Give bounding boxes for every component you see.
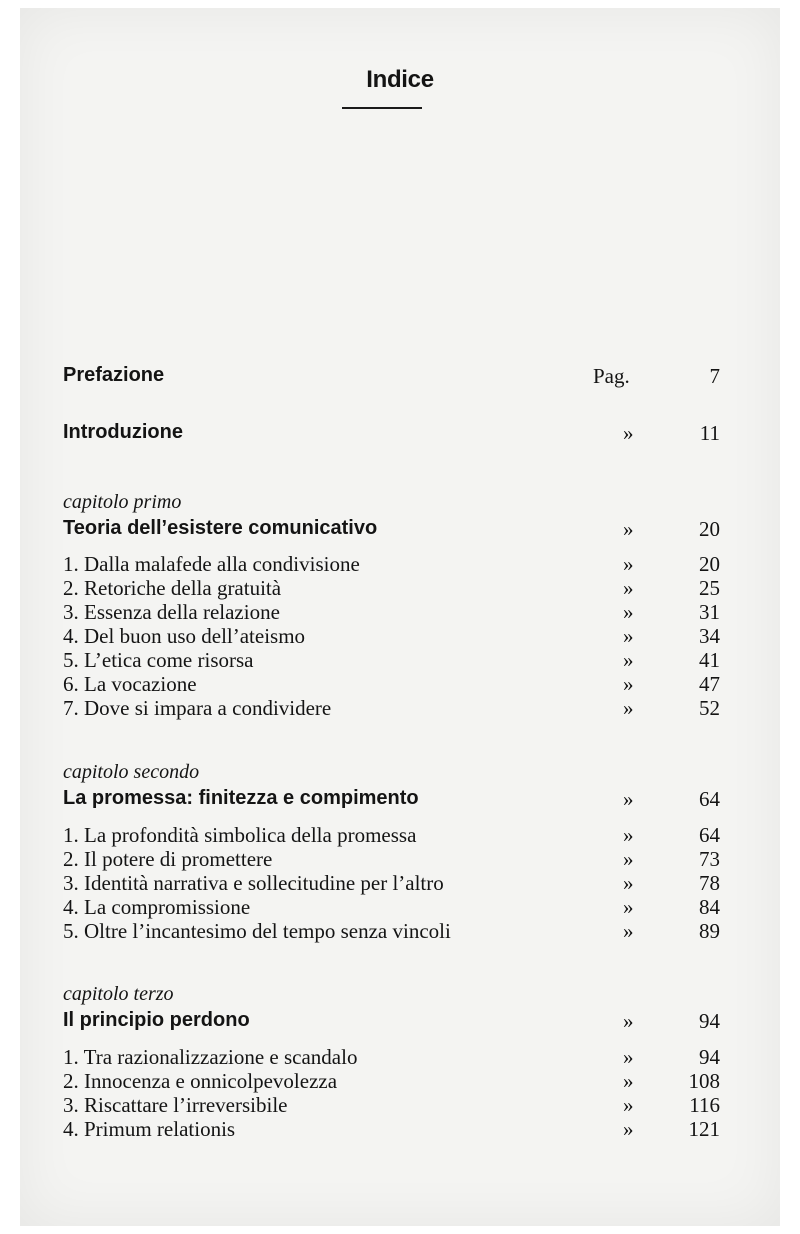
toc-entry-label: 3. Riscattare l’irreversibile — [63, 1093, 288, 1117]
toc-page-number: 20 — [699, 552, 720, 576]
page-title: Indice — [366, 66, 434, 93]
toc-chapter-heading[interactable] — [63, 517, 720, 543]
toc-entry-label: 3. Identità narrativa e sollecitudine per l’altro — [63, 871, 444, 895]
toc-section-entry[interactable] — [63, 1069, 720, 1095]
chapter-title: La promessa: finitezza e compimento — [63, 787, 419, 809]
toc-section-entry[interactable] — [63, 847, 720, 873]
toc-page-marker: » — [623, 1045, 634, 1069]
toc-page-number: 89 — [699, 919, 720, 943]
toc-page-marker: » — [623, 696, 634, 720]
toc-page-number: 11 — [699, 421, 720, 445]
toc-entry-label: Prefazione — [63, 364, 165, 386]
toc-page-number: 94 — [699, 1009, 720, 1033]
toc-section-entry[interactable] — [63, 600, 720, 626]
toc-page-number: 73 — [699, 847, 720, 871]
toc-page-number: 7 — [709, 364, 720, 388]
toc-page-number: 64 — [699, 823, 720, 847]
toc-entry-label: 2. Innocenza e onnicolpevolezza — [63, 1069, 338, 1093]
toc-section-entry[interactable] — [63, 871, 720, 897]
toc-section-entry[interactable] — [63, 552, 720, 578]
toc-entry-label: 5. Oltre l’incantesimo del tempo senza vincoli — [63, 919, 451, 943]
toc-page-marker: » — [623, 787, 634, 811]
toc-entry-prefazione[interactable] — [63, 364, 720, 390]
toc-page-marker: » — [623, 1069, 634, 1093]
toc-entry-label: 1. Dalla malafede alla condivisione — [63, 552, 360, 576]
toc-page-marker: » — [623, 600, 634, 624]
toc-page-number: 41 — [699, 648, 720, 672]
toc-page-number: 121 — [688, 1117, 720, 1141]
toc-page-number: 52 — [699, 696, 720, 720]
toc-page-marker: » — [623, 576, 634, 600]
toc-page-marker: » — [623, 823, 634, 847]
toc-page-marker: » — [623, 672, 634, 696]
toc-page-marker: » — [623, 895, 634, 919]
toc-chapter-heading[interactable] — [63, 787, 720, 813]
toc-page-number: 94 — [699, 1045, 720, 1069]
chapter-label: capitolo terzo — [63, 983, 174, 1005]
toc-section-entry[interactable] — [63, 823, 720, 849]
toc-entry-label: 3. Essenza della relazione — [63, 600, 280, 624]
toc-section-entry[interactable] — [63, 1045, 720, 1071]
toc-section-entry[interactable] — [63, 576, 720, 602]
toc-page-number: 84 — [699, 895, 720, 919]
toc-page-number: 108 — [688, 1069, 720, 1093]
toc-entry-label: 1. Tra razionalizzazione e scandalo — [63, 1045, 358, 1069]
toc-page-marker: » — [623, 648, 634, 672]
toc-page-number: 78 — [699, 871, 720, 895]
toc-page-number: 25 — [699, 576, 720, 600]
toc-entry-label: 2. Il potere di promettere — [63, 847, 273, 871]
toc-section-entry[interactable] — [63, 1117, 720, 1143]
toc-section-entry[interactable] — [63, 696, 720, 722]
toc-page-number: 20 — [699, 517, 720, 541]
toc-entry-label: 5. L’etica come risorsa — [63, 648, 254, 672]
toc-section-entry[interactable] — [63, 1093, 720, 1119]
toc-page-number: 116 — [689, 1093, 720, 1117]
chapter-label: capitolo primo — [63, 491, 182, 513]
toc-page-marker: » — [623, 1093, 634, 1117]
toc-entry-label: 4. La compromissione — [63, 895, 251, 919]
toc-entry-label: 6. La vocazione — [63, 672, 197, 696]
toc-entry-introduzione[interactable] — [63, 421, 720, 447]
toc-section-entry[interactable] — [63, 919, 720, 945]
title-underline — [342, 107, 422, 109]
toc-section-entry[interactable] — [63, 672, 720, 698]
toc-page-marker: » — [623, 919, 634, 943]
toc-entry-label: 2. Retoriche della gratuità — [63, 576, 282, 600]
toc-section-entry[interactable] — [63, 895, 720, 921]
toc-entry-label: 4. Primum relationis — [63, 1117, 236, 1141]
toc-entry-label: 4. Del buon uso dell’ateismo — [63, 624, 306, 648]
chapter-title: Teoria dell’esistere comunicativo — [63, 517, 378, 539]
toc-page-marker: Pag. — [593, 364, 630, 388]
toc-entry-label: 7. Dove si impara a condividere — [63, 696, 332, 720]
toc-page-marker: » — [623, 847, 634, 871]
toc-page-marker: » — [623, 552, 634, 576]
chapter-title: Il principio perdono — [63, 1009, 250, 1031]
toc-page-marker: » — [623, 1009, 634, 1033]
toc-page-marker: » — [623, 421, 634, 445]
toc-page-marker: » — [623, 517, 634, 541]
chapter-label: capitolo secondo — [63, 761, 200, 783]
toc-section-entry[interactable] — [63, 624, 720, 650]
toc-section-entry[interactable] — [63, 648, 720, 674]
toc-chapter-heading[interactable] — [63, 1009, 720, 1035]
toc-page-marker: » — [623, 624, 634, 648]
toc-page-marker: » — [623, 871, 634, 895]
toc-page-number: 34 — [699, 624, 720, 648]
toc-entry-label: Introduzione — [63, 421, 183, 443]
toc-entry-label: 1. La profondità simbolica della promessa — [63, 823, 417, 847]
toc-page-number: 31 — [699, 600, 720, 624]
toc-page-number: 64 — [699, 787, 720, 811]
toc-page-number: 47 — [699, 672, 720, 696]
book-page — [20, 8, 780, 1226]
toc-page-marker: » — [623, 1117, 634, 1141]
